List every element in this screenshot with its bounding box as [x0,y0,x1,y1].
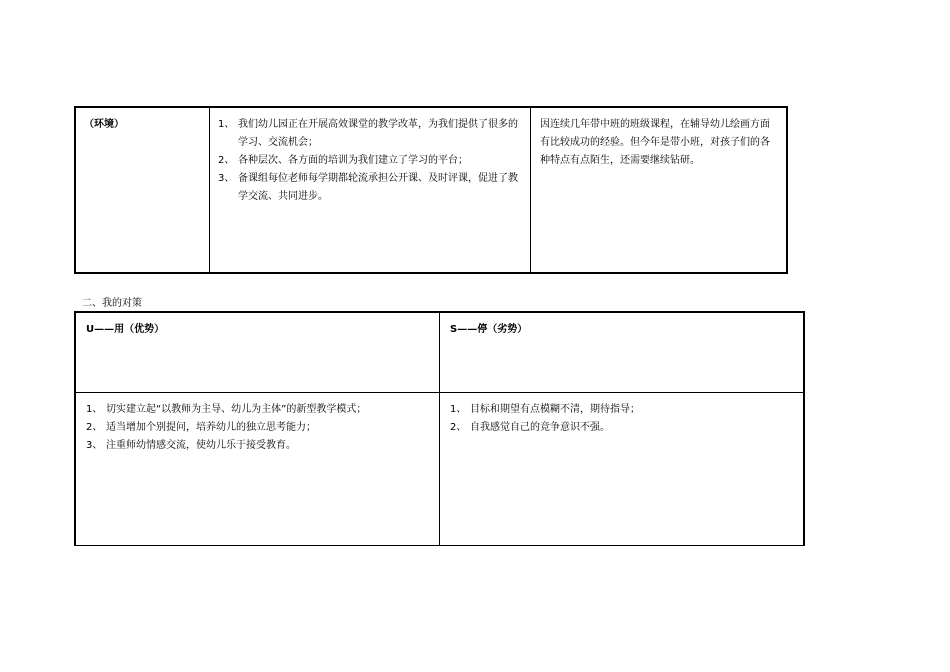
weaknesses-cell [440,393,803,545]
list-item [450,401,793,419]
list-item-number: 2、 [86,422,103,433]
opportunities-list [218,116,522,206]
list-item-number: 1、 [218,119,235,130]
strengths-header-cell [76,313,440,393]
list-item [218,116,522,152]
list-item-number: 3、 [86,440,103,451]
strategy-table [74,311,805,546]
weaknesses-header: S——停（劣势） [450,324,528,335]
strengths-header: U——用（优势） [86,324,165,335]
environment-label-cell [76,108,210,272]
list-item-text: 目标和期望有点模糊不清，期待指导； [470,404,640,415]
environment-label: （环境） [84,119,124,130]
section-title: 二、我的对策 [82,298,142,309]
weaknesses-header-cell [440,313,803,393]
list-item-text: 适当增加个别提问，培养幼儿的独立思考能力； [106,422,316,433]
list-item-text: 我们幼儿园正在开展高效课堂的教学改革，为我们提供了很多的学习、交流机会； [238,119,518,148]
list-item-text: 自我感觉自己的竞争意识不强。 [470,422,610,433]
list-item [86,437,429,455]
list-item-text: 注重师幼情感交流，使幼儿乐于接受教育。 [106,440,296,451]
list-item-number: 1、 [86,404,103,415]
environment-table [74,106,788,274]
list-item [218,152,522,170]
list-item [218,170,522,206]
list-item [86,401,429,419]
list-item-number: 2、 [218,155,235,166]
list-item-number: 1、 [450,404,467,415]
list-item [450,419,793,437]
list-item-text: 各种层次、各方面的培训为我们建立了学习的平台； [238,155,468,166]
opportunities-cell [210,108,531,272]
list-item-text: 切实建立起“以教师为主导、幼儿为主体”的新型教学模式； [106,404,367,415]
challenges-text: 因连续几年带中班的班级课程，在辅导幼儿绘画方面有比较成功的经验。但今年是带小班，对孩子们的各种特点有点陌生，还需要继续钻研。 [540,119,770,166]
weaknesses-list [450,401,793,437]
list-item [86,419,429,437]
challenges-cell [531,108,786,272]
list-item-number: 2、 [450,422,467,433]
list-item-text: 备课组每位老师每学期都轮流承担公开课、及时评课，促进了教学交流、共同进步。 [238,173,518,202]
strengths-list [86,401,429,455]
list-item-number: 3、 [218,173,235,184]
strengths-cell [76,393,440,545]
